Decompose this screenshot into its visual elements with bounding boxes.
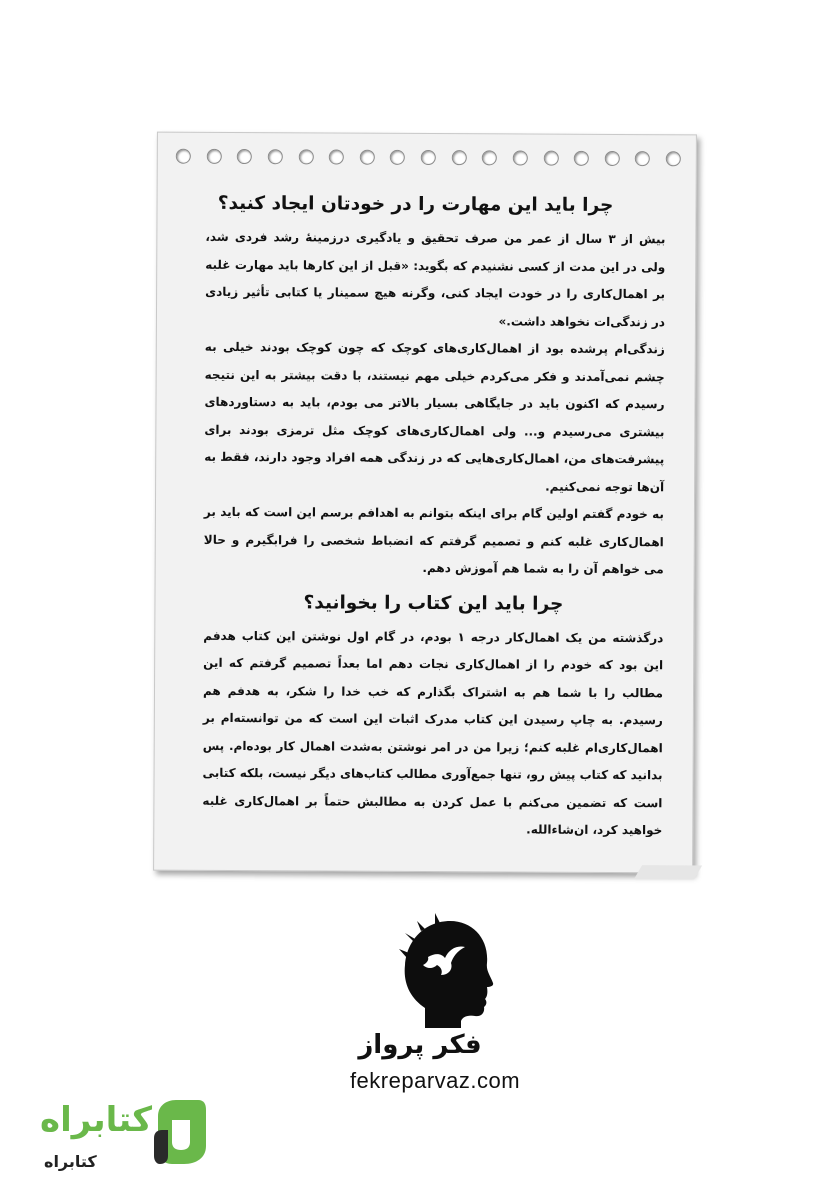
watermark-text: کتابراه: [40, 1100, 153, 1140]
head-with-bird-icon: [395, 913, 495, 1033]
publisher-url: fekreparvaz.com: [349, 1068, 521, 1093]
binder-hole: [421, 150, 436, 165]
binder-hole: [298, 149, 313, 164]
section-title-why-skill: چرا باید این مهارت را در خودتان ایجاد کنید؟: [217, 192, 614, 216]
binder-hole: [635, 151, 650, 166]
binder-hole: [605, 151, 620, 166]
publisher-name: فکر پرواز: [358, 1030, 482, 1060]
note-paper: [153, 132, 697, 874]
binder-hole: [451, 150, 466, 165]
paper-content: [202, 193, 665, 845]
binder-hole: [390, 150, 405, 165]
paragraph: بیش از ۳ سال از عمر من صرف تحقیق و یادگیری درزمینهٔ رشد فردی شد، ولی در این مدت از کسی نشنیدم که بگوید: «قبل از این کارها باید مهارت غلبه بر اهمال‌کاری را در خودت ایجاد کنی، وگرنه هیچ سمینار یا کتابی تأثیر زیادی در زندگی‌ات نخواهد داشت.»: [205, 229, 666, 329]
binder-hole: [268, 149, 283, 164]
paragraph: به خودم گفتم اولین گام برای اینکه بتوانم به اهدافم برسم این است که باید بر اهمال‌کاری غلبه کنم و تصمیم گرفتم که انضباط شخصی را فرابگیرم و حالا می خواهم آن را به شما هم آموزش دهم.: [203, 504, 664, 577]
binder-holes: [176, 149, 681, 172]
binder-hole: [543, 151, 558, 166]
ketabrah-watermark: [40, 1090, 220, 1180]
ketabrah-logo-icon: [150, 1096, 210, 1166]
binder-hole: [513, 150, 528, 165]
binder-hole: [574, 151, 589, 166]
binder-hole: [360, 150, 375, 165]
paragraph: زندگی‌ام پرشده بود از اهمال‌کاری‌های کوچک که چون کوچک بودند خیلی به چشم نمی‌آمدند و فکر می‌کردم خیلی مهم نیستند، با دقت بیشتر به این نتیجه رسیدم که اکنون باید در جایگاهی بسیار بالاتر می بودم، باید به دستاوردهای بیشتری می‌رسیدم و... ولی اهمال‌کاری‌های کوچک مثل ترمزی بودند برای پیشرفت‌های من، اهمال‌کاری‌هایی که در زندگی همه افراد وجود دارند، فقط به آن‌ها توجه نمی‌کنیم.: [204, 339, 665, 494]
binder-hole: [176, 149, 191, 164]
section-title-why-book: چرا باید این کتاب را بخوانید؟: [303, 591, 564, 615]
watermark-text-small: کتابراه: [44, 1152, 97, 1171]
binder-hole: [482, 150, 497, 165]
paragraph: درگذشته من یک اهمال‌کار درجه ۱ بودم، در گام اول نوشتن این کتاب هدفم این بود که خودم را از اهمال‌کاری نجات دهم اما بعداً تصمیم گرفتم که این مطالب را با شما هم به اشتراک بگذارم که خب خدا را شکر، به هدفم هم رسیدم. به چاپ رسیدن این کتاب مدرک اثبات این است که من توانسته‌ام بر اهمال‌کاری‌ام غلبه کنم؛ زیرا من در امر نوشتن به‌شدت اهمال کار بوده‌ام. پس بدانید که کتاب پیش رو، تنها جمع‌آوری مطالب کتاب‌های دیگر نیست، بلکه کتابی است که تضمین می‌کنم با عمل کردن به مطالبش حتماً بر اهمال‌کاری غلبه خواهید کرد، ان‌شاءالله.: [202, 628, 664, 838]
binder-hole: [206, 149, 221, 164]
binder-hole: [237, 149, 252, 164]
binder-hole: [666, 151, 681, 166]
binder-hole: [329, 149, 344, 164]
